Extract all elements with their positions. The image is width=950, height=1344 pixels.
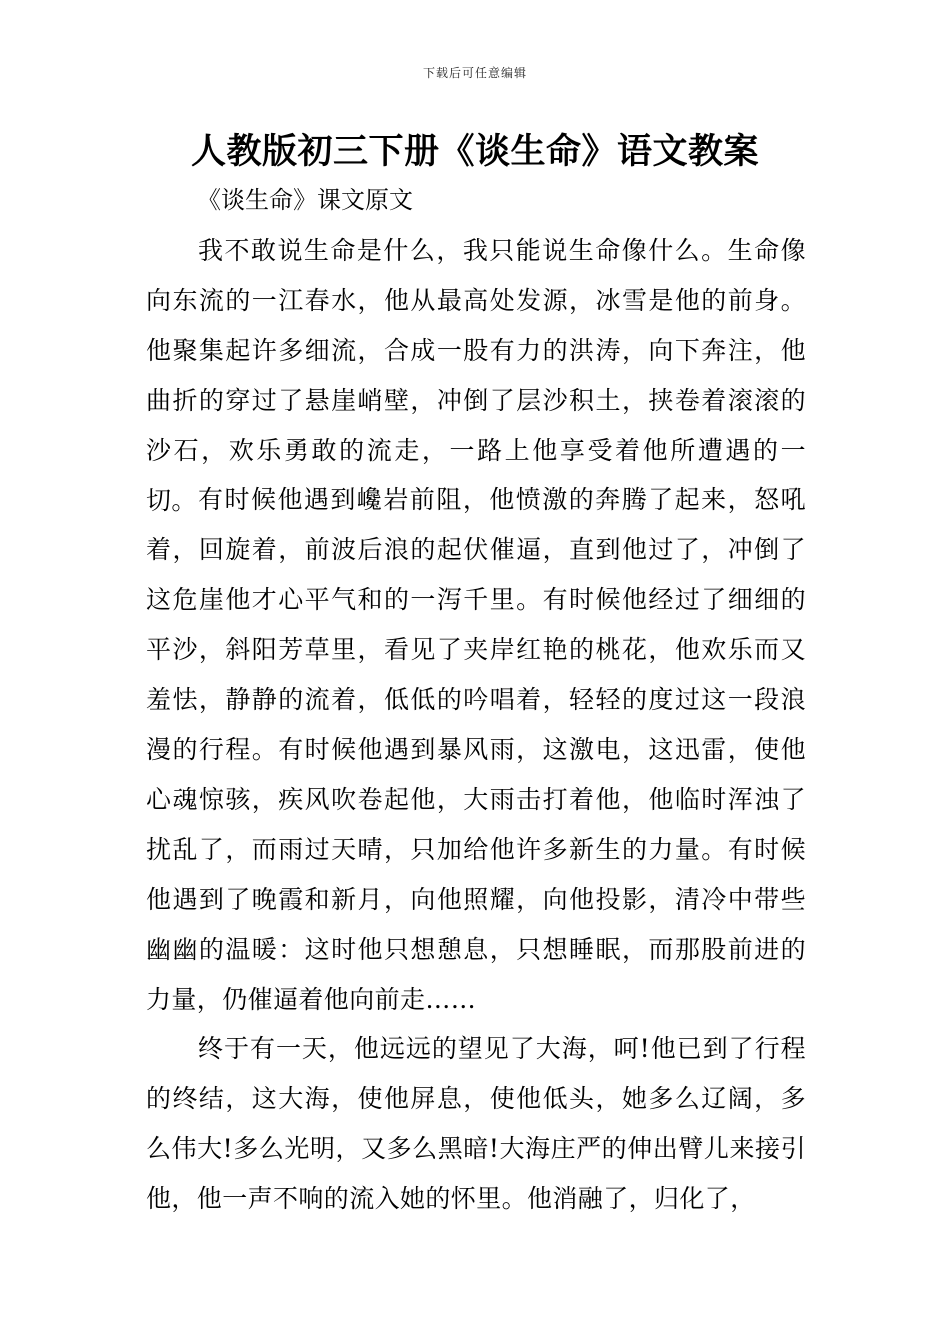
- paragraph-text: 我不敢说生命是什么，我只能说生命像什么。生命像向东流的一江春水，他从最高处发源，冰雪是他的前身。他聚集起许多细流，合成一股有力的洪涛，向下奔注，他曲折的穿过了悬崖峭壁，冲倒了层沙积土，挟卷着滚滚的沙石，欢乐勇敢的流走，一路上他享受着他所遭遇的一切。: [146, 236, 806, 515]
- paragraph-text: 终于有一天，他远远的望见了大海，呵!他已到了行程的终结，这大海，使他屏息，使他低头，她多么辽阔，多么伟大!多么光明，又多么黑暗!大海庄严的伸出臂儿来接引他，他一声不响的流入她的怀里。他消融了，归化了，: [146, 1034, 806, 1213]
- paragraph-2: [146, 475, 806, 1025]
- page-header-note: 下载后可任意编辑: [422, 66, 527, 80]
- paragraph-3: [146, 1024, 806, 1224]
- section-subtitle: 《谈生命》课文原文: [197, 186, 413, 214]
- document-title: 人教版初三下册《谈生命》语文教案: [190, 131, 759, 172]
- paragraph-text: 有时候他遇到巉岩前阻，他愤激的奔腾了起来，怒吼着，回旋着，前波后浪的起伏催逼，直到他过了，冲倒了这危崖他才心平气和的一泻千里。有时候他经过了细细的平沙，斜阳芳草里，看见了夹岸红艳的桃花，他欢乐而又羞怯，静静的流着，低低的吟唱着，轻轻的度过这一段浪漫的行程。有时候他遇到暴风雨，这激电，这迅雷，使他心魂惊骇，疾风吹卷起他，大雨击打着他，他临时浑浊了扰乱了，而雨过天晴，只加给他许多新生的力量。有时候他遇到了晚霞和新月，向他照耀，向他投影，清冷中带些幽幽的温暖：这时他只想憩息，只想睡眠，而那股前进的力量，仍催逼着他向前走……: [146, 485, 806, 1014]
